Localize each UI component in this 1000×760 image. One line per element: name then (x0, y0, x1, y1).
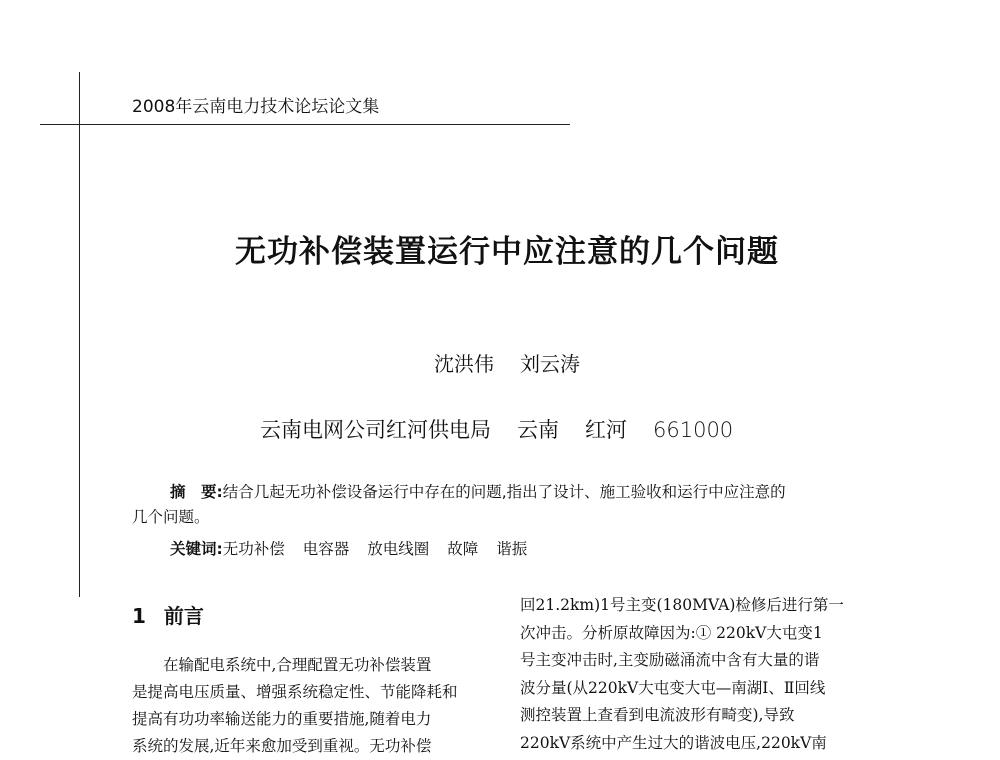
header-horizontal-rule (40, 124, 570, 125)
section-title: 前言 (163, 604, 204, 628)
abstract-block (132, 480, 876, 562)
abstract-label: 摘 要: (170, 483, 223, 501)
affiliation-org: 云南电网公司红河供电局 (260, 418, 491, 442)
paragraph-line: 波分量(从220kV大屯变大屯—南湖Ⅰ、Ⅱ回线 (520, 678, 826, 697)
author-name: 刘云涛 (520, 352, 580, 376)
abstract-second-line: 几个问题。 (132, 508, 210, 526)
section-number: 1 (132, 604, 146, 628)
paragraph-line: 号主变冲击时,主变励磁涌流中含有大量的谐 (520, 651, 820, 669)
keyword: 电容器 (302, 540, 350, 558)
authors-line (0, 348, 1000, 377)
running-header: 2008年云南电力技术论坛论文集 (132, 97, 380, 117)
section-paragraph (132, 652, 492, 760)
paragraph-line: 系统的发展,近年来愈加受到重视。无功补偿 (132, 737, 432, 755)
affiliation-line (260, 414, 733, 444)
affiliation-city: 红河 (585, 418, 627, 442)
paragraph-line: 提高有功功率输送能力的重要措施,随着电力 (132, 710, 432, 728)
author-name: 沈洪伟 (434, 352, 494, 376)
paragraph-line: 220kV系统中产生过大的谐波电压,220kV南 (520, 733, 827, 752)
paragraph-line: 回21.2km)1号主变(180MVA)检修后进行第一 (520, 596, 844, 614)
left-column (132, 600, 492, 760)
paragraph-line: 在输配电系统中,合理配置无功补偿装置 (163, 656, 432, 674)
paragraph-line: 测控装置上查看到电流波形有畸变),导致 (520, 706, 795, 724)
affiliation-province: 云南 (517, 418, 559, 442)
paper-title: 无功补偿装置运行中应注意的几个问题 (235, 234, 779, 270)
right-column (520, 592, 870, 757)
section-heading (132, 600, 492, 636)
margin-vertical-rule (79, 72, 80, 597)
abstract-first-line (132, 480, 876, 505)
paragraph-line: 次冲击。分析原故障因为:① 220kV大屯变1 (520, 623, 823, 642)
keyword: 谐振 (496, 540, 528, 558)
keywords-label: 关键词: (170, 540, 223, 558)
paragraph-line: 是提高电压质量、增强系统稳定性、节能降耗和 (132, 683, 458, 701)
affiliation-postcode: 661000 (653, 418, 734, 442)
abstract-text: 结合几起无功补偿设备运行中存在的问题,指出了设计、施工验收和运行中应注意的 (222, 483, 786, 501)
keyword: 故障 (447, 540, 479, 558)
keywords-line (132, 537, 876, 562)
keyword: 无功补偿 (222, 540, 285, 558)
keyword: 放电线圈 (367, 540, 430, 558)
